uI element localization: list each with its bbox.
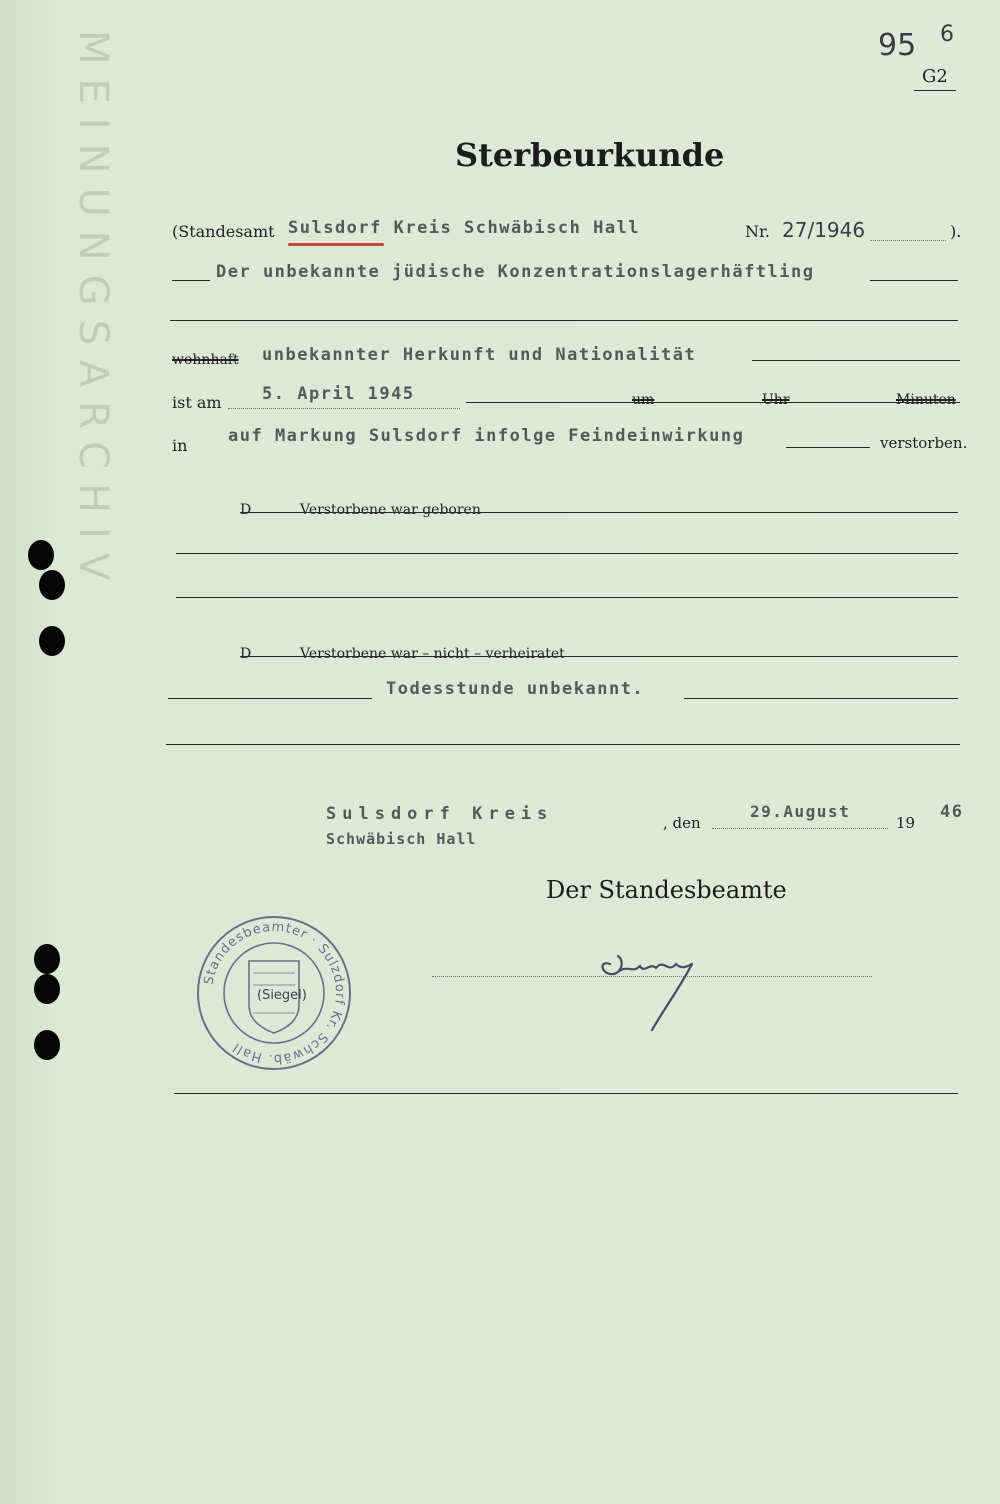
- ist-am-label: ist am: [172, 393, 222, 412]
- nr-dots: [870, 240, 946, 241]
- punch-hole: [28, 540, 54, 570]
- geboren-prefix: D: [240, 502, 252, 518]
- punch-hole: [39, 570, 65, 600]
- remark-value: Todesstunde unbekannt.: [386, 679, 645, 699]
- standesamt-value: Sulsdorf Kreis Schwäbisch Hall: [288, 218, 641, 238]
- verstorben-label: verstorben.: [880, 434, 968, 452]
- archive-code: G2: [922, 66, 948, 87]
- minuten-label: Minuten: [896, 392, 956, 408]
- punch-hole: [34, 944, 60, 974]
- date-sign-dots: [712, 828, 888, 829]
- year-prefix: 19: [896, 814, 916, 832]
- punch-hole: [39, 626, 65, 656]
- archive-page-suffix: 6: [940, 22, 954, 47]
- date-dots: [228, 408, 460, 409]
- official-label: Der Standesbeamte: [546, 876, 787, 904]
- archive-code-underline: [914, 90, 956, 91]
- date-value: 5. April 1945: [262, 384, 415, 404]
- rule-geboren: [240, 512, 958, 513]
- sign-place-2: Schwäbisch Hall: [326, 830, 477, 848]
- uhr-label: Uhr: [762, 392, 790, 408]
- rule-person-right: [870, 280, 958, 281]
- nr-close: ).: [950, 222, 962, 241]
- watermark: [44, 30, 116, 1470]
- official-seal: [195, 913, 353, 1073]
- verheiratet-label: Verstorbene war – nicht – verheiratet: [300, 646, 565, 662]
- den-label: , den: [663, 814, 701, 832]
- rule-verheiratet: [240, 656, 958, 657]
- standesamt-label: (Standesamt: [172, 222, 275, 241]
- rule-remark-left: [168, 698, 372, 699]
- rule-wohnhaft: [752, 360, 960, 361]
- rule-remark-right: [684, 698, 958, 699]
- nr-label: Nr.: [745, 222, 770, 241]
- signature-text: Dürr: [596, 940, 599, 941]
- rule-blank-2: [176, 553, 958, 554]
- wohnhaft-value: unbekannter Herkunft und Nationalität: [262, 345, 697, 365]
- in-label: in: [172, 436, 188, 455]
- year-suffix: 46: [940, 802, 964, 822]
- watermark-text: MEINUNGSARCHIV: [70, 30, 116, 595]
- rule-bottom: [174, 1093, 958, 1094]
- seal-ring-text: Standesbeamter · Sulzdorf Kr. Schwäb. Hall: [201, 919, 348, 1067]
- place-value: auf Markung Sulsdorf infolge Feindeinwirkung: [228, 426, 745, 446]
- seal-center-text: (Siegel): [257, 988, 307, 1003]
- geboren-label: Verstorbene war geboren: [300, 502, 481, 518]
- rule-blank-3: [176, 597, 958, 598]
- signature: [596, 940, 706, 1036]
- person-value: Der unbekannte jüdische Konzentrationslagerhäftling: [216, 262, 815, 282]
- rule-blank-4: [166, 744, 960, 745]
- verheiratet-prefix: D: [240, 646, 252, 662]
- um-label: um: [632, 392, 655, 408]
- sign-date: 29.August: [750, 802, 851, 821]
- red-underline: [288, 243, 384, 246]
- punch-hole: [34, 1030, 60, 1060]
- nr-value: 27/1946: [782, 218, 866, 242]
- rule-time: [466, 402, 960, 403]
- sign-place-1: Sulsdorf Kreis: [326, 804, 554, 824]
- rule-person-left: [172, 280, 210, 281]
- wohnhaft-label: wohnhaft: [172, 352, 239, 368]
- archive-page-number: 95: [878, 28, 917, 63]
- punch-hole: [34, 974, 60, 1004]
- document-title: Sterbeurkunde: [455, 136, 725, 174]
- rule-place: [786, 447, 870, 448]
- rule-blank-1: [170, 320, 958, 321]
